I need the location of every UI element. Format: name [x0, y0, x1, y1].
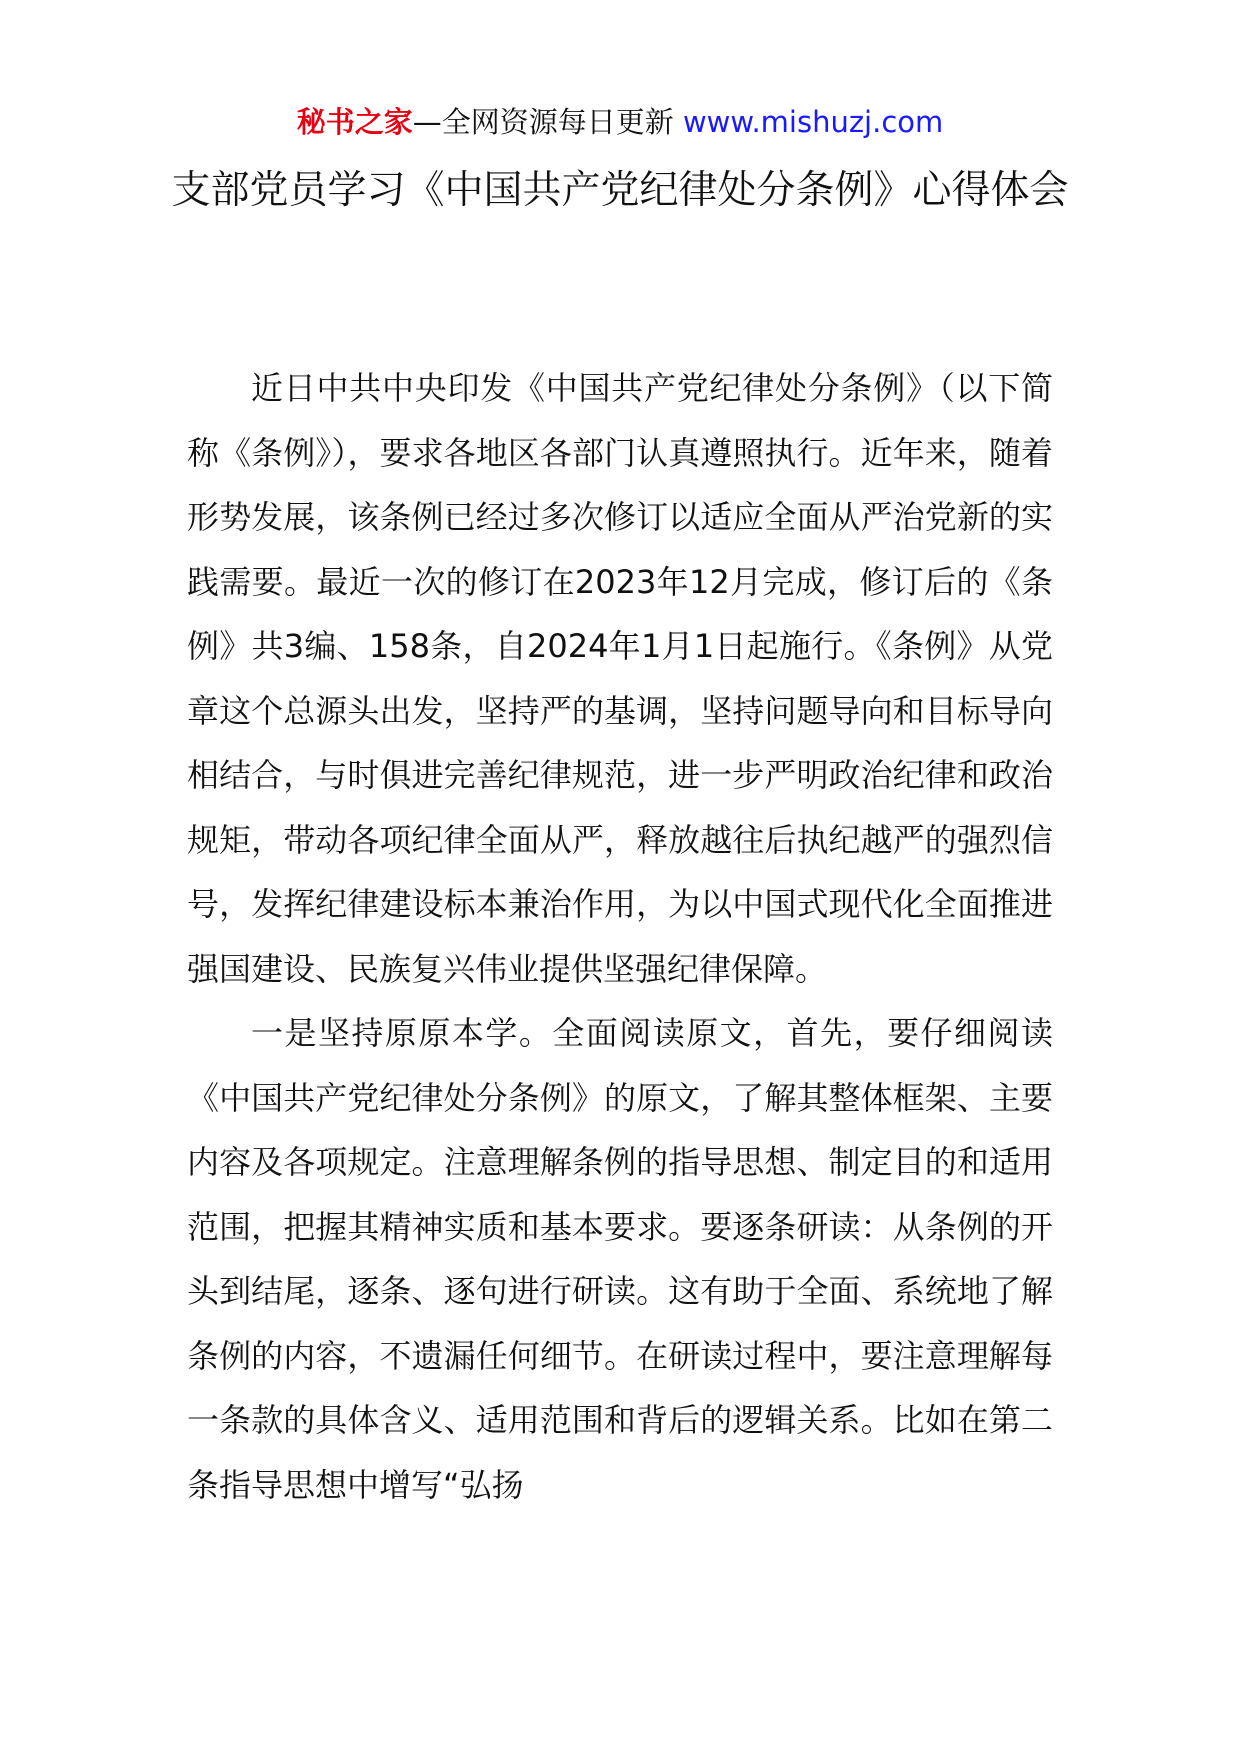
paragraph-intro: 近日中共中央印发《中国共产党纪律处分条例》（以下简称《条例》），要求各地区各部门认真遵照执行。近年来，随着形势发展，该条例已经过多次修订以适应全面从严治党新的实践需要。最近一次的修订在2023年12月完成，修订后的《条例》共3编、158条，自2024年1月1日起施行。《条例》从党章这个总源头出发，坚持严的基调，坚持问题导向和目标导向相结合，与时俱进完善纪律规范，进一步严明政治纪律和政治规矩，带动各项纪律全面从严，释放越往后执纪越严的强烈信号，发挥纪律建设标本兼治作用，为以中国式现代化全面推进强国建设、民族复兴伟业提供坚强纪律保障。 [187, 369, 1053, 988]
header-tagline: —全网资源每日更新 [412, 105, 683, 139]
site-link[interactable]: www.mishuzj.com [682, 105, 944, 139]
brand-name: 秘书之家 [296, 105, 413, 139]
site-header [0, 100, 1240, 144]
paragraph-point-one: 一是坚持原原本学。全面阅读原文，首先，要仔细阅读《中国共产党纪律处分条例》的原文，了解其整体框架、主要内容及各项规定。注意理解条例的指导思想、制定目的和适用范围，把握其精神实质和基本要求。要逐条研读：从条例的开头到结尾，逐条、逐句进行研读。这有助于全面、系统地了解条例的内容，不遗漏任何细节。在研读过程中，要注意理解每一条款的具体含义、适用范围和背后的逻辑关系。比如在第二条指导思想中增写“弘扬 [187, 1014, 1053, 1504]
document-title: 支部党员学习《中国共产党纪律处分条例》心得体会 [171, 168, 1069, 213]
document-body [187, 356, 1053, 1517]
